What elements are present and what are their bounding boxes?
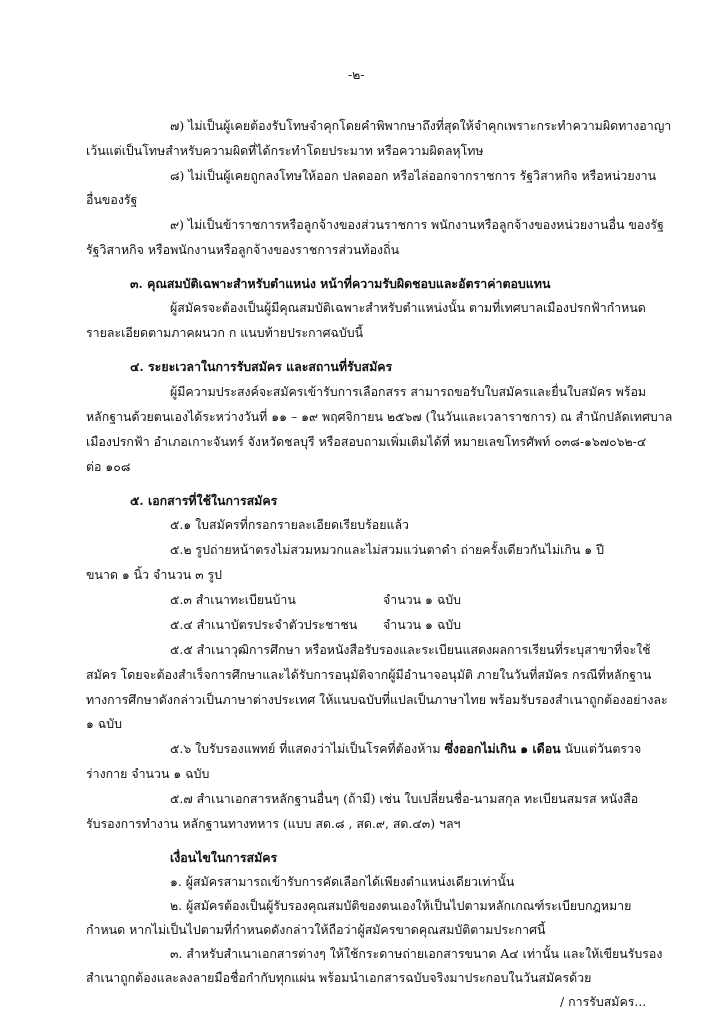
item-5-4-label: ๕.๔ สำเนาบัตรประจำตัวประชาชน (170, 616, 358, 632)
section-3-line-2: รายละเอียดตามภาคผนวก ก แนบท้ายประกาศฉบับนี้ (86, 325, 364, 341)
item-5-2-line-2: ขนาด ๑ นิ้ว จำนวน ๓ รูป (86, 566, 223, 582)
item-5-5-line-3: ทางการศึกษาดังกล่าวเป็นภาษาต่างประเทศ ให้แนบฉบับที่แปลเป็นภาษาไทย พร้อมรับรองสำเนาถูกต้องอย่างละ (86, 691, 668, 707)
item-5-7-line-1: ๕.๗ สำเนาเอกสารหลักฐานอื่นๆ (ถ้ามี) เช่น ใบเปลี่ยนชื่อ-นามสกุล ทะเบียนสมรส หนังสือ (170, 791, 639, 807)
item-5-3-quantity: จำนวน ๑ ฉบับ (383, 591, 462, 607)
item-5-6-text: ๕.๖ ใบรับรองแพทย์ ที่แสดงว่าไม่เป็นโรคที่ต้องห้าม (170, 741, 441, 757)
item-5-1: ๕.๑ ใบสมัครที่กรอกรายละเอียดเรียบร้อยแล้ว (170, 517, 409, 533)
section-4-line-1: ผู้มีความประสงค์จะสมัครเข้ารับการเลือกสรร สามารถขอรับใบสมัครและยื่นใบสมัคร พร้อม (170, 384, 647, 400)
item-5-5-line-1: ๕.๕ สำเนาวุฒิการศึกษา หรือหนังสือรับรองและระเบียนแสดงผลการเรียนที่ระบุสาขาที่จะใช้ (170, 641, 651, 657)
section-4-line-2: หลักฐานด้วยตนเองได้ระหว่างวันที่ ๑๑ – ๑๙ พฤศจิกายน ๒๕๖๗ (ในวันและเวลาราชการ) ณ สำนักปลัดเทศบาล (86, 409, 673, 425)
item-5-3-label: ๕.๓ สำเนาทะเบียนบ้าน (170, 591, 296, 607)
item-5-6-emphasis: ซึ่งออกไม่เกิน ๑ เดือน (444, 741, 561, 757)
section-4-line-3: เมืองปรกฟ้า อำเภอเกาะจันทร์ จังหวัดชลบุรี หรือสอบถามเพิ่มเติมได้ที่ หมายเลขโทรศัพท์ ๐๓๘-๑๖๗๐๖๒-๔ (86, 434, 647, 450)
item-5-6-line-2: ร่างกาย จำนวน ๑ ฉบับ (86, 766, 210, 782)
item-5-4-quantity: จำนวน ๑ ฉบับ (383, 616, 462, 632)
condition-2-line-1: ๒. ผู้สมัครต้องเป็นผู้รับรองคุณสมบัติของตนเองให้เป็นไปตามหลักเกณฑ์ระเบียบกฎหมาย (170, 898, 632, 914)
condition-3-line-2: สำเนาถูกต้องและลงลายมือชื่อกำกับทุกแผ่น พร้อมนำเอกสารฉบับจริงมาประกอบในวันสมัครด้วย (86, 970, 592, 985)
section-3-line-1: ผู้สมัครจะต้องเป็นผู้มีคุณสมบัติเฉพาะสำหรับตำแหน่งนั้น ตามที่เทศบาลเมืองปรกฟ้ากำหนด (170, 300, 646, 316)
page-number: -๒- (348, 67, 365, 82)
item-5-5-line-2: สมัคร โดยจะต้องสำเร็จการศึกษาและได้รับการอนุมัติจากผู้มีอำนาจอนุมัติ ภายในวันที่สมัคร กรณีที่หลักฐาน (86, 666, 652, 682)
section-5-heading: ๕. เอกสารที่ใช้ในการสมัคร (130, 493, 278, 509)
item-5-5-line-4: ๑ ฉบับ (86, 716, 122, 732)
item-8-line-1: ๘) ไม่เป็นผู้เคยถูกลงโทษให้ออก ปลดออก หรือไล่ออกจากราชการ รัฐวิสาหกิจ หรือหน่วยงาน (170, 167, 657, 183)
continuation-note: / การรับสมัคร... (560, 994, 647, 1009)
section-3-heading: ๓. คุณสมบัติเฉพาะสำหรับตำแหน่ง หน้าที่ความรับผิดชอบและอัตราค่าตอบแทน (130, 276, 551, 292)
condition-3-line-1: ๓. สำหรับสำเนาเอกสารต่างๆ ให้ใช้กระดาษถ่ายเอกสารขนาด A๔ เท่านั้น และให้เขียนรับรอง (170, 946, 663, 961)
item-5-6-line-1 (170, 743, 641, 755)
item-9-line-2: รัฐวิสาหกิจ หรือพนักงานหรือลูกจ้างของราชการส่วนท้องถิ่น (86, 242, 400, 258)
item-7-line-1: ๗) ไม่เป็นผู้เคยต้องรับโทษจำคุกโดยคำพิพากษาถึงที่สุดให้จำคุกเพราะกระทำความผิดทางอาญา (170, 117, 672, 133)
condition-1: ๑. ผู้สมัครสามารถเข้ารับการคัดเลือกได้เพียงตำแหน่งเดียวเท่านั้น (170, 874, 515, 890)
item-5-2-line-1: ๕.๒ รูปถ่ายหน้าตรงไม่สวมหมวกและไม่สวมแว่นตาดำ ถ่ายครั้งเดียวกันไม่เกิน ๑ ปี (170, 542, 604, 557)
item-9-line-1: ๙) ไม่เป็นข้าราชการหรือลูกจ้างของส่วนราชการ พนักงานหรือลูกจ้างของหน่วยงานอื่น ของรัฐ (170, 217, 664, 233)
condition-2-line-2: กำหนด หากไม่เป็นไปตามที่กำหนดดังกล่าวให้ถือว่าผู้สมัครขาดคุณสมบัติตามประกาศนี้ (86, 922, 546, 938)
item-7-line-2: เว้นแต่เป็นโทษสำหรับความผิดที่ได้กระทำโดยประมาท หรือความผิดลหุโทษ (86, 142, 484, 158)
item-5-7-line-2: รับรองการทำงาน หลักฐานทางทหาร (แบบ สด.๘ , สด.๙, สด.๔๓) ฯลฯ (86, 816, 461, 831)
conditions-heading: เงื่อนไขในการสมัคร (170, 850, 278, 866)
section-4-heading: ๔. ระยะเวลาในการรับสมัคร และสถานที่รับสมัคร (130, 359, 393, 375)
item-5-6-tail: นับแต่วันตรวจ (564, 741, 642, 757)
item-8-line-2: อื่นของรัฐ (86, 192, 138, 208)
section-4-line-4: ต่อ ๑๐๘ (86, 459, 131, 474)
